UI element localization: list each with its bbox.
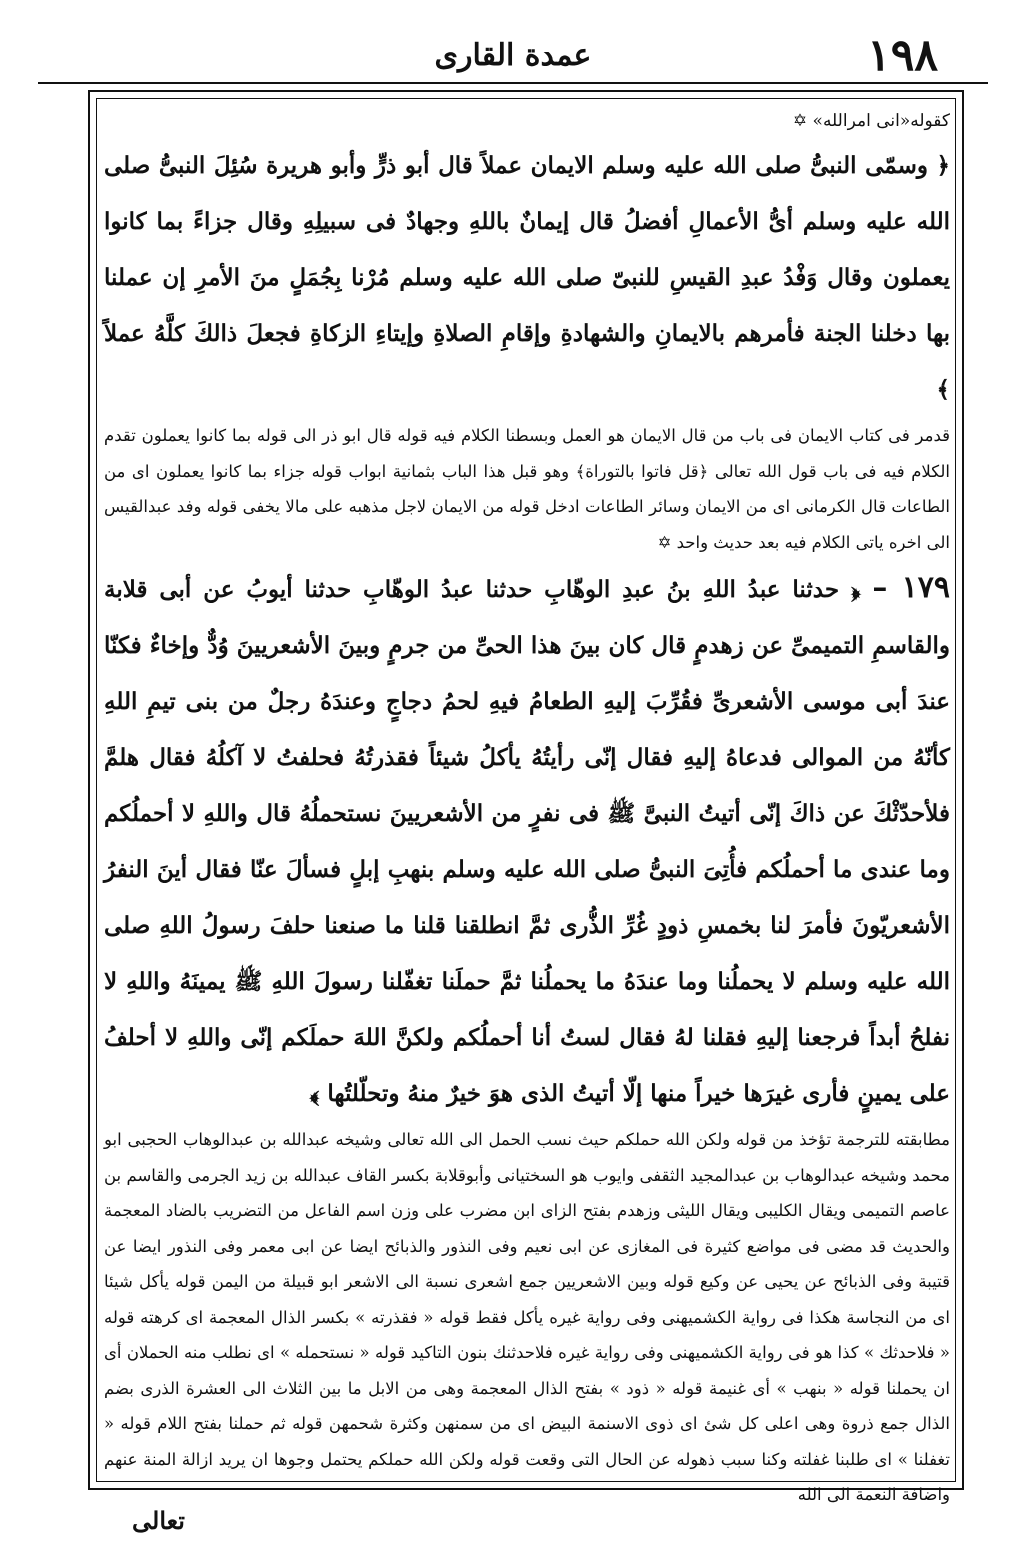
hadith-179 bbox=[104, 560, 950, 1122]
hadith-number: ١٧٩ – bbox=[872, 570, 950, 605]
running-title: عمدة القارى bbox=[434, 38, 592, 73]
page-body bbox=[104, 104, 950, 1504]
commentary-2: مطابقته للترجمة تؤخذ من قوله ولكن الله حملكم حيث نسب الحمل الى الله تعالى وشيخه عبدالله بن عبدالوهاب الحجبى ابو محمد وشيخه عبدالوهاب بن عبدالمجيد الثقفى وايوب هو السختيانى وأبوقلابة بكسر القاف عبدالله بن زيد الجرمى والقاسم بن عاصم التميمى ويقال الكليبى ويقال الليثى وزهدم بفتح الزاى ابن مضرب على وزن اسم الفاعل من التضريب بالضاد المعجمة والحديث قد مضى فى مواضع كثيرة فى المغازى عن ابى نعيم وفى النذور والذبائح ايضا عن ابى معمر وفى النذور ايضا عن قتيبة وفى الذبائح عن يحيى عن وكيع قوله وبين الاشعريين جمع اشعرى نسبة الى الاشعر ابو قبيلة من اليمن قوله يأكل شيئا اى من النجاسة هكذا فى رواية الكشميهنى وفى رواية غيره يأكل فقط قوله « فقذرته » بكسر الذال المعجمة اى كرهته قوله « فلاحدثك » كذا هو فى رواية الكشميهنى وفى رواية غيره فلاحدثنك بنون التاكيد قوله « نستحمله » اى نطلب منه الحملان أى ان يحملنا قوله « بنهب » أى غنيمة قوله « ذود » بفتح الذال المعجمة وهى من الابل ما بين الثلاث الى العشرة الذرى بضم الذال جمع ذروة وهى اعلى كل شئ اى ذوى الاسنمة البيض اى من سمنهن وكثرة شحمهن قوله ثم حملنا بفتح اللام قوله « تغفلنا » اى طلبنا غفلته وكنا سبب ذهوله عن الحال التى وقعت قوله ولكن الله حملكم يحتمل وجوها ان يريد ازالة المنة عنهم واضافة النعمة الى الله bbox=[104, 1130, 950, 1504]
commentary-1: قدمر فى كتاب الايمان فى باب من قال الايمان هو العمل وبسطنا الكلام فيه قوله قال ابو ذر الى قوله بما كانوا يعملون تقدم الكلام فيه فى باب قول الله تعالى ﴿قل فاتوا بالتوراة﴾ وهو قبل هذا الباب بثمانية ابواب قوله جزاء بما كانوا يعملون اى من الطاعات قال الكرمانى اى من الايمان وسائر الطاعات ادخل قوله من الايمان لاجل مذهبه على مالا يخفى قوله وفد عبدالقيس الى اخره ياتى الكلام فيه بعد حديث واحد ✡ bbox=[104, 426, 950, 552]
hadith-text-2: ﴿ حدثنا عبدُ اللهِ بنُ عبدِ الوهّابِ حدثنا عبدُ الوهّابِ حدثنا أيوبُ عن أبى قلابة والقاسمِ التميمىِّ عن زهدمٍ قال كان بينَ هذا الحىِّ من جرمٍ وبينَ الأشعريينَ وُدٌّ وإخاءٌ فكنّا عندَ أبى موسى الأشعرىِّ فقُرِّبَ إليهِ الطعامُ فيهِ لحمُ دجاجٍ وعندَهُ رجلٌ من بنى تيمِ اللهِ كأنّهُ من الموالى فدعاهُ إليهِ فقال إنّى رأيتُهُ يأكلُ شيئاً فقذرتُهُ فحلفتُ لا آكلُهُ فقال هلمَّ فلأحدّثْكَ عن ذاكَ إنّى أتيتُ النبىَّ ﷺ فى نفرٍ من الأشعريينَ نستحملُهُ قال واللهِ لا أحملُكم وما عندى ما أحملُكم فأُتِىَ النبىُّ صلى الله عليه وسلم بنهبِ إبلٍ فسألَ عنّا فقال أينَ النفرُ الأشعريّونَ فأمرَ لنا بخمسِ ذودٍ غُرِّ الذُّرى ثمَّ انطلقنا قلنا ما صنعنا حلفَ رسولُ اللهِ صلى الله عليه وسلم لا يحملُنا وما عندَهُ ما يحملُنا ثمَّ حملَنا تغفّلنا رسولَ اللهِ ﷺ يمينَهُ واللهِ لا نفلحُ أبداً فرجعنا إليهِ فقلنا لهُ فقال لستُ أنا أحملُكم ولكنَّ اللهَ حملَكم إنّى واللهِ لا أحلفُ على يمينٍ فأرى غيرَها خيراً منها إلّا أتيتُ الذى هوَ خيرٌ منهُ وتحلّلتُها ﴾ bbox=[104, 576, 950, 1107]
header-rule bbox=[38, 82, 988, 84]
page-number: ۱۹۸ bbox=[867, 30, 938, 81]
page-header bbox=[38, 30, 988, 82]
catchword: تعالى bbox=[132, 1506, 185, 1535]
hadith-text-1: ﴿ وسمّى النبىُّ صلى الله عليه وسلم الايمان عملاً قال أبو ذرٍّ وأبو هريرة سُئِلَ النبىُّ صلى الله عليه وسلم أىُّ الأعمالِ أفضلُ قال إيمانٌ باللهِ وجهادٌ فى سبيلِهِ وقال جزاءً بما كانوا يعملون وقال وَفْدُ عبدِ القيسِ للنبىّ صلى الله عليه وسلم مُرْنا بِجُمَلٍ منَ الأمرِ إن عملنا بها دخلنا الجنة فأمرهم بالايمانِ والشهادةِ وإقامِ الصلاةِ وإيتاءِ الزكاةِ فجعلَ ذالكَ كلَّهُ عملاً ﴾ bbox=[104, 152, 950, 403]
intro-line: كقوله«انى امرالله» ✡ bbox=[792, 111, 950, 131]
